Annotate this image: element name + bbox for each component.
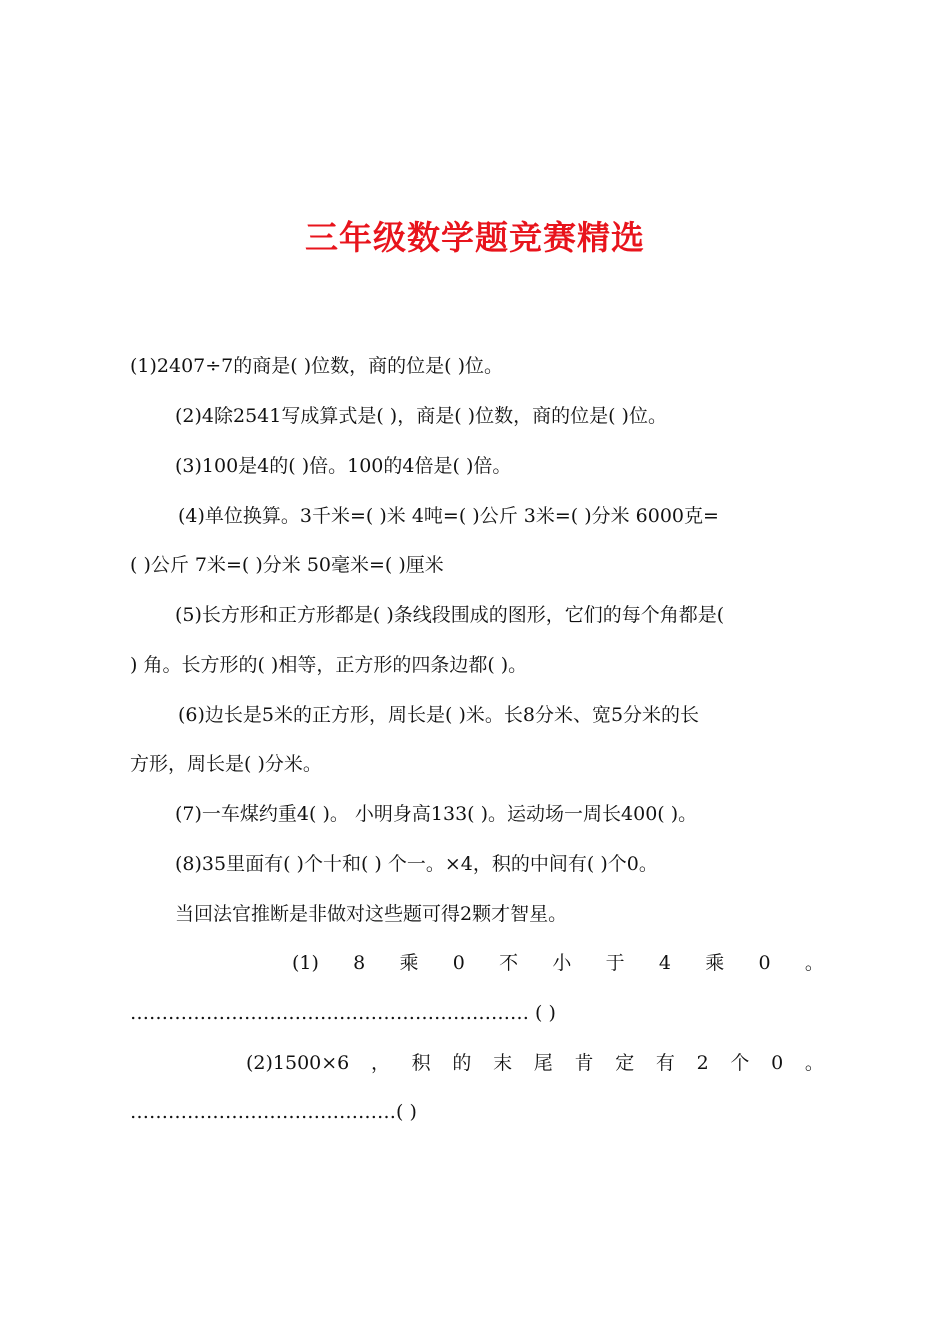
- question-6: (6)边长是5米的正方形，周长是( )米。长8分米、宽5分米的长: [178, 704, 700, 726]
- judge-2-token: 定: [615, 1052, 635, 1074]
- judge-2-token: 2: [696, 1052, 709, 1074]
- judge-1-token: 不: [499, 952, 519, 974]
- judge-1-token: 于: [605, 952, 625, 974]
- judge-2-token: 0: [771, 1052, 784, 1074]
- judge-1-token: (1): [292, 952, 319, 974]
- judge-item-1: [292, 951, 824, 975]
- judge-1-token: 0: [452, 952, 465, 974]
- judge-2-token: (2)1500×6: [246, 1052, 350, 1074]
- judge-2-token: 有: [655, 1052, 675, 1074]
- judge-2-token: 尾: [533, 1052, 553, 1074]
- judge-2-token: 肯: [574, 1052, 594, 1074]
- page-title: 三年级数学题竞赛精选: [305, 218, 645, 257]
- judge-1-token: 4: [658, 952, 672, 974]
- question-5: (5)长方形和正方形都是( )条线段围成的图形，它们的每个角都是(: [175, 604, 725, 626]
- question-2: (2)4除2541写成算式是( )，商是( )位数，商的位是( )位。: [175, 405, 667, 427]
- question-6-cont: 方形，周长是( )分米。: [130, 753, 322, 775]
- question-8: (8)35里面有( )个十和( ) 个一。×4，积的中间有( )个0。: [175, 853, 658, 875]
- question-4: (4)单位换算。3千米=( )米 4吨=( )公斤 3米=( )分米 6000克=: [178, 505, 719, 527]
- judge-1-token: 小: [552, 952, 572, 974]
- judge-1-token: 0: [758, 952, 771, 974]
- judge-instruction: 当回法官推断是非做对这些题可得2颗才智星。: [175, 903, 568, 925]
- question-3: (3)100是4的( )倍。100的4倍是( )倍。: [175, 455, 512, 477]
- question-5-cont: ) 角。长方形的( )相等，正方形的四条边都( )。: [130, 654, 528, 676]
- question-1: (1)2407÷7的商是( )位数，商的位是( )位。: [130, 355, 504, 377]
- judge-1-token: 乘: [399, 952, 419, 974]
- judge-1-token: 乘: [705, 952, 725, 974]
- judge-2-token: 的: [452, 1052, 472, 1074]
- judge-2-token: 积: [411, 1052, 431, 1074]
- judge-2-token: 末: [493, 1052, 513, 1074]
- judge-2-answer-blank: ……………………………………( ): [130, 1101, 417, 1123]
- judge-item-2: [246, 1051, 824, 1075]
- judge-1-token: 8: [353, 952, 366, 974]
- judge-1-answer-blank: ……………………………………………………… ( ): [130, 1002, 556, 1024]
- judge-2-token: 。: [804, 1052, 824, 1074]
- question-7: (7)一车煤约重4( )。 小明身高133( )。运动场一周长400( )。: [175, 803, 698, 825]
- question-4-cont: ( )公斤 7米=( )分米 50毫米=( )厘米: [130, 554, 444, 576]
- judge-2-token: ，: [370, 1052, 390, 1074]
- judge-1-token: 。: [804, 952, 824, 974]
- judge-2-token: 个: [730, 1052, 750, 1074]
